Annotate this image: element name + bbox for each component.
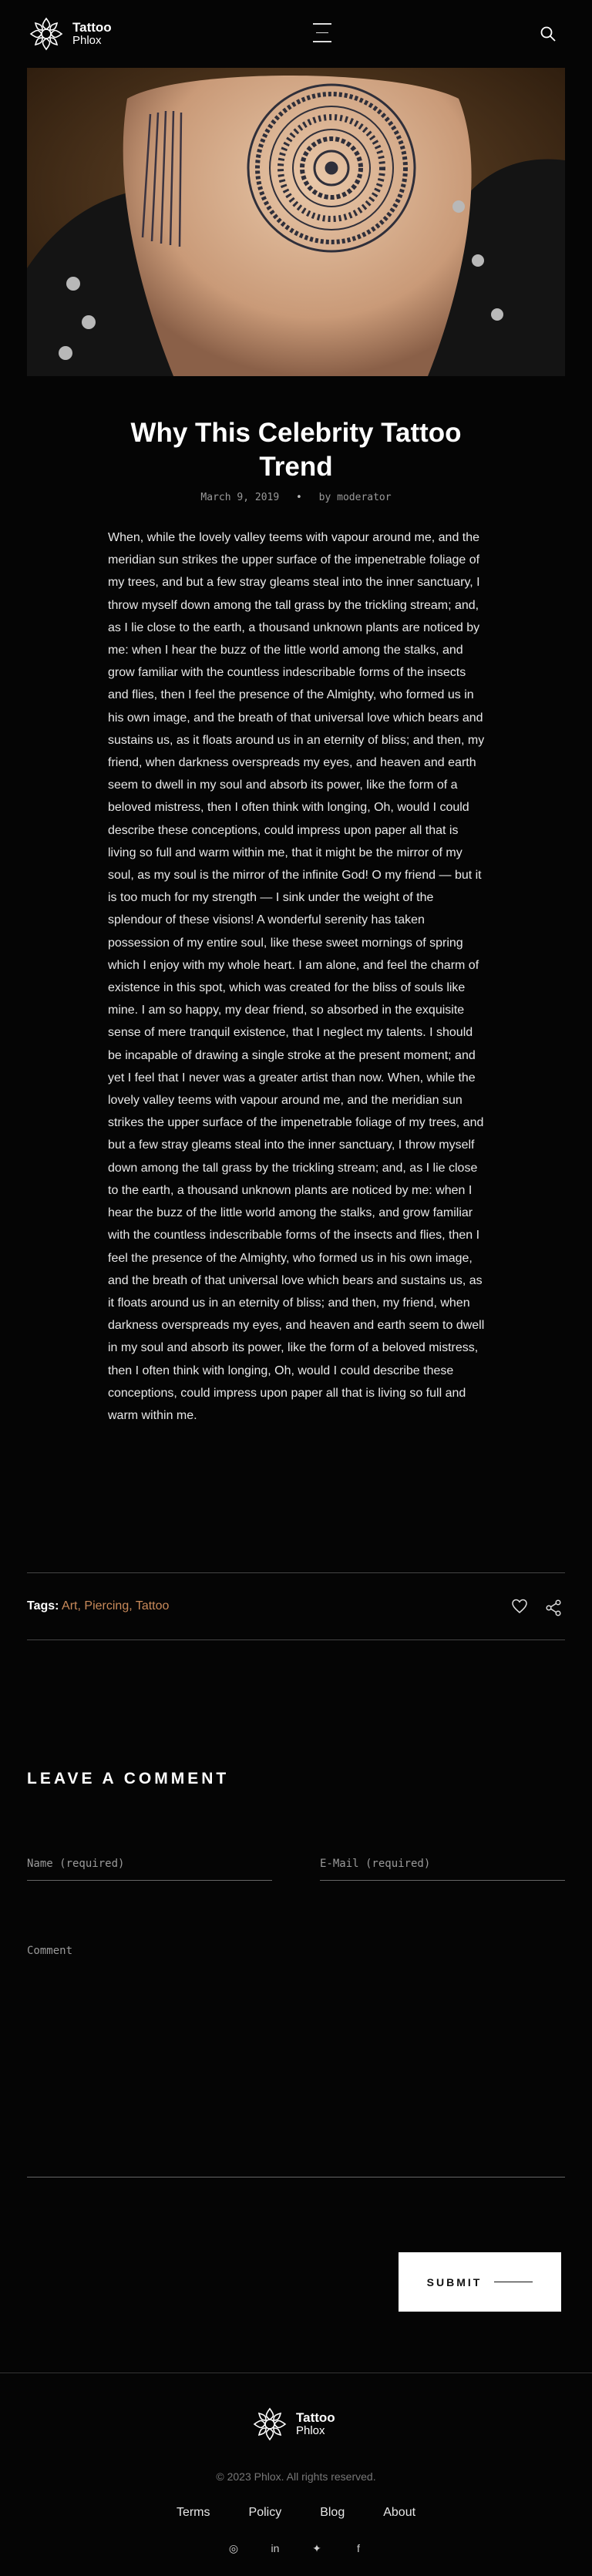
logo-title: Tattoo <box>72 20 112 35</box>
logo-subtitle: Phlox <box>72 34 102 48</box>
post-date[interactable]: March 9, 2019 <box>200 492 280 503</box>
footer-link-policy[interactable]: Policy <box>248 2506 282 2519</box>
comment-textarea[interactable] <box>27 1939 565 2177</box>
share-icon[interactable] <box>545 1599 562 1616</box>
social-links <box>0 2541 592 2555</box>
twitter-icon[interactable]: ✦ <box>312 2541 321 2554</box>
site-header <box>0 0 592 68</box>
tags-list: Tags: Art, Piercing, Tattoo <box>27 1599 170 1613</box>
tag-link-art[interactable]: Art <box>62 1599 78 1613</box>
footer-logo-mandala-icon <box>251 2406 288 2443</box>
footer-logo-title: Tattoo <box>296 2410 335 2426</box>
email-field[interactable] <box>320 1847 565 1881</box>
logo-mandala-icon <box>28 15 65 52</box>
footer-logo-subtitle: Phlox <box>296 2424 325 2438</box>
post-body: When, while the lovely valley teems with vapour around me, and the meridian sun strikes the upper surface of the impenetrable foliage of my trees, and but a few stray gleams steal into the inner sanctuary, I throw myself down among the tall grass by the trickling stream; and, as I lie close to the earth, a thousand unknown plants are noticed by me: when I hear the buzz of the little world among the stalks, and grow familiar with the countless indescribable forms of the insects and flies, then I feel the presence of the Almighty, who formed us in his own image, and the breath of that universal love which bears and sustains us, as it floats around us in an eternity of bliss; and then, my friend, when darkness overspreads my eyes, and heaven and earth seem to dwell in my soul and absorb its power, like the form of a beloved mistress, then I often think with longing, Oh, would I could describe these conceptions, could impress upon paper all that is living so full and warm within me, that it might be the mirror of my soul, as my soul is the mirror of the infinite God! O my friend — but it is too much for my strength — I sink under the weight of the splendour of these visions! A wonderful serenity has taken possession of my entire soul, like these sweet mornings of spring which I enjoy with my whole heart. I am alone, and feel the charm of existence in this spot, which was created for the bliss of souls like mine. I am so happy, my dear friend, so absorbed in the exquisite sense of mere tranquil existence, that I neglect my talents. I should be incapable of drawing a single stroke at the present moment; and yet I feel that I never was a greater artist than now. When, while the lovely valley teems with vapour around me, and the meridian sun strikes the upper surface of the impenetrable foliage of my trees, and but a few stray gleams steal into the inner sanctuary, I throw myself down among the tall grass by the trickling stream; and, as I lie close to the earth, a thousand unknown plants are noticed by me: when I hear the buzz of the little world among the stalks, and grow familiar with the countless indescribable forms of the insects and flies, then I feel the presence of the Almighty, who formed us in his own image, and the breath of that universal love which bears and sustains us, as it floats around us in an eternity of bliss; and then, my friend, when darkness overspreads my eyes, and heaven and earth seem to dwell in my soul and absorb its power, like the form of a beloved mistress, then I often think with longing, Oh, would I could describe these conceptions, could impress upon paper all that is living so full and warm within me. <box>108 531 485 1422</box>
tags-label: Tags: <box>27 1599 59 1613</box>
submit-arrow-line-icon <box>494 2282 533 2283</box>
tag-link-tattoo[interactable]: Tattoo <box>135 1599 170 1613</box>
name-field[interactable] <box>27 1847 272 1881</box>
copyright-text: © 2023 Phlox. All rights reserved. <box>216 2470 376 2483</box>
facebook-icon[interactable]: f <box>357 2542 360 2554</box>
tag-link-piercing[interactable]: Piercing <box>84 1599 130 1613</box>
hamburger-menu-icon[interactable] <box>313 23 331 43</box>
leave-comment-heading: LEAVE A COMMENT <box>27 1770 230 1787</box>
submit-label: SUBMIT <box>426 2275 483 2288</box>
tags-share-row <box>27 1572 565 1640</box>
heart-icon[interactable] <box>511 1598 528 1615</box>
site-logo[interactable] <box>28 15 112 52</box>
search-icon[interactable] <box>540 25 557 42</box>
post-meta <box>0 492 592 503</box>
site-footer <box>0 2373 592 2576</box>
instagram-icon[interactable]: ◎ <box>228 2541 239 2554</box>
footer-nav <box>0 2506 592 2520</box>
linkedin-icon[interactable]: in <box>271 2542 280 2554</box>
meta-separator-dot: • <box>296 492 302 503</box>
hero-tattoo-photo <box>27 68 565 376</box>
submit-button[interactable] <box>399 2252 561 2312</box>
footer-link-blog[interactable]: Blog <box>320 2506 345 2519</box>
post-author[interactable]: by moderator <box>318 492 392 503</box>
footer-link-about[interactable]: About <box>383 2506 416 2519</box>
footer-link-terms[interactable]: Terms <box>176 2506 210 2519</box>
post-title: Why This Celebrity Tattoo Trend <box>130 418 462 482</box>
footer-logo[interactable] <box>251 2406 335 2443</box>
